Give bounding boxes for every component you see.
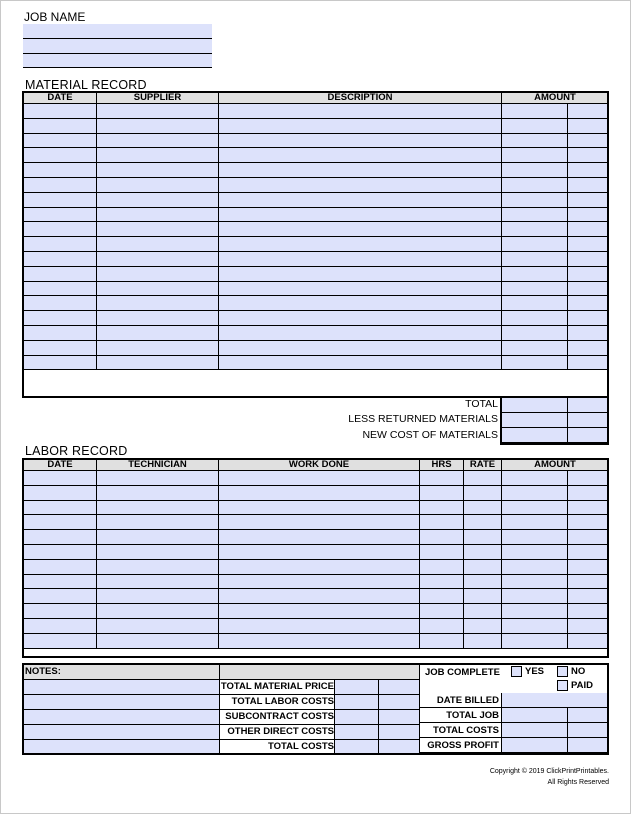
table-cell[interactable] [24, 177, 97, 192]
table-cell[interactable] [219, 237, 502, 252]
table-row [24, 296, 609, 311]
cost-cell[interactable] [335, 724, 379, 739]
table-cell[interactable] [464, 574, 502, 589]
table-cell[interactable] [420, 618, 464, 633]
cost-cents[interactable] [379, 694, 420, 709]
table-cell[interactable] [97, 311, 219, 326]
table-cell[interactable] [568, 355, 609, 370]
checkbox-icon [557, 680, 568, 691]
table-row [24, 559, 609, 574]
table-cell[interactable] [97, 574, 219, 589]
table-cell[interactable] [97, 133, 219, 148]
table-cell[interactable] [568, 325, 609, 340]
table-cell[interactable] [464, 559, 502, 574]
new-cost-cell[interactable] [502, 428, 568, 443]
table-cell[interactable] [464, 618, 502, 633]
table-cell[interactable] [219, 618, 420, 633]
table-row [24, 604, 609, 619]
table-cell[interactable] [219, 222, 502, 237]
table-cell[interactable] [97, 559, 219, 574]
table-cell[interactable] [502, 633, 568, 648]
column-header: SUPPLIER [97, 92, 219, 104]
table-cell[interactable] [568, 515, 609, 530]
table-cell[interactable] [464, 471, 502, 486]
checkbox-icon [511, 666, 522, 677]
cost-cell[interactable] [335, 694, 379, 709]
table-cell[interactable] [568, 311, 609, 326]
table-cell[interactable] [24, 633, 97, 648]
table-cell[interactable] [97, 296, 219, 311]
cost-cents[interactable] [379, 724, 420, 739]
table-row [24, 355, 609, 370]
table-cell[interactable] [24, 251, 97, 266]
table-cell[interactable] [97, 485, 219, 500]
table-cell[interactable] [24, 222, 97, 237]
table-cell[interactable] [568, 633, 609, 648]
new-cost-cents[interactable] [568, 428, 609, 443]
table-cell[interactable] [24, 311, 97, 326]
table-cell[interactable] [502, 589, 568, 604]
table-cell[interactable] [24, 192, 97, 207]
table-row [24, 589, 609, 604]
table-row [24, 500, 609, 515]
table-cell[interactable] [502, 118, 568, 133]
table-cell[interactable] [219, 589, 420, 604]
table-cell[interactable] [420, 530, 464, 545]
column-header: DATE [24, 92, 97, 104]
cost-cents[interactable] [379, 679, 420, 694]
table-cell[interactable] [568, 589, 609, 604]
table-row [24, 207, 609, 222]
table-cell[interactable] [24, 296, 97, 311]
material-total-label: TOTAL [465, 398, 498, 410]
table-cell[interactable] [502, 325, 568, 340]
table-cell[interactable] [464, 633, 502, 648]
column-header: WORK DONE [219, 459, 420, 471]
table-row [24, 266, 609, 281]
table-cell[interactable] [502, 515, 568, 530]
table-cell[interactable] [502, 604, 568, 619]
table-cell[interactable] [420, 485, 464, 500]
table-cell[interactable] [502, 296, 568, 311]
notes-line[interactable] [24, 709, 220, 724]
no-label: NO [571, 666, 586, 678]
no-checkbox[interactable] [557, 666, 585, 677]
table-row [24, 251, 609, 266]
table-cell[interactable] [568, 296, 609, 311]
table-cell[interactable] [219, 133, 502, 148]
table-row [24, 192, 609, 207]
table-cell[interactable] [502, 207, 568, 222]
table-row [24, 104, 609, 119]
table-cell[interactable] [420, 471, 464, 486]
date-billed-cell[interactable] [502, 693, 609, 708]
table-cell[interactable] [568, 237, 609, 252]
table-cell[interactable] [568, 544, 609, 559]
cost-label: SUBCONTRACT COSTS [220, 709, 335, 724]
table-cell[interactable] [97, 500, 219, 515]
table-cell[interactable] [24, 325, 97, 340]
table-cell[interactable] [219, 281, 502, 296]
cost-cents[interactable] [379, 739, 420, 754]
table-cell[interactable] [568, 266, 609, 281]
table-cell[interactable] [502, 133, 568, 148]
table-cell[interactable] [97, 192, 219, 207]
table-cell[interactable] [219, 471, 420, 486]
column-header: HRS [420, 459, 464, 471]
table-row [24, 633, 609, 648]
table-cell[interactable] [24, 530, 97, 545]
gross-profit-label: GROSS PROFIT [420, 738, 502, 753]
table-cell[interactable] [568, 340, 609, 355]
cost-label: TOTAL MATERIAL PRICE [220, 681, 334, 693]
table-cell[interactable] [219, 544, 420, 559]
table-cell[interactable] [502, 618, 568, 633]
total-costs-cents[interactable] [568, 723, 609, 738]
table-cell[interactable] [568, 177, 609, 192]
table-cell[interactable] [219, 163, 502, 178]
table-cell[interactable] [97, 325, 219, 340]
table-cell[interactable] [97, 251, 219, 266]
table-cell[interactable] [502, 163, 568, 178]
material-summary-cells [501, 397, 609, 443]
table-cell[interactable] [568, 148, 609, 163]
yes-checkbox[interactable] [511, 666, 544, 677]
table-cell[interactable] [568, 574, 609, 589]
table-cell[interactable] [24, 485, 97, 500]
header-blank [220, 665, 420, 680]
notes-line[interactable] [24, 694, 220, 709]
total-job-cents[interactable] [568, 708, 609, 723]
table-cell[interactable] [502, 177, 568, 192]
table-cell[interactable] [97, 118, 219, 133]
date-billed-label: DATE BILLED [420, 693, 502, 708]
table-cell[interactable] [219, 104, 502, 119]
cost-cell[interactable] [335, 709, 379, 724]
table-cell[interactable] [568, 281, 609, 296]
cost-cell[interactable] [335, 679, 379, 694]
table-cell[interactable] [24, 355, 97, 370]
table-cell[interactable] [464, 485, 502, 500]
table-cell[interactable] [97, 148, 219, 163]
table-cell[interactable] [420, 559, 464, 574]
job-complete-cell [420, 665, 609, 694]
table-cell[interactable] [502, 251, 568, 266]
table-cell[interactable] [568, 104, 609, 119]
gross-profit-cents[interactable] [568, 738, 609, 753]
table-cell[interactable] [219, 325, 502, 340]
table-cell[interactable] [219, 485, 420, 500]
table-cell[interactable] [97, 207, 219, 222]
table-cell[interactable] [568, 222, 609, 237]
table-cell[interactable] [568, 500, 609, 515]
table-cell[interactable] [24, 574, 97, 589]
table-cell[interactable] [502, 281, 568, 296]
job-name-field[interactable] [23, 24, 212, 68]
table-cell[interactable] [420, 604, 464, 619]
table-cell[interactable] [502, 559, 568, 574]
column-header: AMOUNT [502, 92, 609, 104]
table-cell[interactable] [502, 148, 568, 163]
table-cell[interactable] [97, 355, 219, 370]
cost-cell[interactable] [335, 739, 379, 754]
table-row [24, 485, 609, 500]
table-cell[interactable] [97, 340, 219, 355]
table-cell[interactable] [219, 266, 502, 281]
table-row [24, 222, 609, 237]
table-cell[interactable] [97, 237, 219, 252]
table-row [24, 515, 609, 530]
cost-cents[interactable] [379, 709, 420, 724]
table-cell[interactable] [219, 604, 420, 619]
table-cell[interactable] [502, 485, 568, 500]
table-cell[interactable] [568, 471, 609, 486]
table-row [24, 618, 609, 633]
total-job-cell[interactable] [502, 708, 568, 723]
material-record-title: MATERIAL RECORD [25, 78, 147, 92]
table-cell[interactable] [97, 177, 219, 192]
table-cell[interactable] [502, 471, 568, 486]
material-total-cell[interactable] [502, 398, 568, 413]
table-cell[interactable] [568, 485, 609, 500]
table-cell[interactable] [97, 604, 219, 619]
table-cell[interactable] [24, 237, 97, 252]
table-cell[interactable] [219, 207, 502, 222]
table-cell[interactable] [568, 251, 609, 266]
table-cell[interactable] [24, 604, 97, 619]
table-cell[interactable] [97, 530, 219, 545]
table-cell[interactable] [219, 148, 502, 163]
table-cell[interactable] [24, 133, 97, 148]
less-returned-cents[interactable] [568, 413, 609, 428]
table-cell[interactable] [502, 192, 568, 207]
table-cell[interactable] [420, 589, 464, 604]
table-cell[interactable] [420, 574, 464, 589]
table-cell[interactable] [219, 296, 502, 311]
yes-label: YES [525, 666, 545, 678]
material-total-cents[interactable] [568, 398, 609, 413]
column-header: TECHNICIAN [97, 459, 219, 471]
table-cell[interactable] [502, 340, 568, 355]
table-row [24, 340, 609, 355]
table-cell[interactable] [97, 515, 219, 530]
table-cell[interactable] [568, 604, 609, 619]
table-cell[interactable] [464, 604, 502, 619]
table-cell[interactable] [97, 222, 219, 237]
checkbox-icon [557, 666, 568, 677]
paid-label: PAID [571, 680, 593, 692]
table-cell[interactable] [502, 266, 568, 281]
column-header: AMOUNT [502, 459, 609, 471]
table-cell[interactable] [219, 118, 502, 133]
total-job-label: TOTAL JOB [420, 708, 502, 723]
job-name-label: JOB NAME [24, 10, 86, 24]
table-row [24, 311, 609, 326]
gross-profit-cell[interactable] [502, 738, 568, 753]
table-cell[interactable] [568, 207, 609, 222]
table-cell[interactable] [97, 633, 219, 648]
table-cell[interactable] [219, 311, 502, 326]
table-cell[interactable] [502, 544, 568, 559]
table-cell[interactable] [219, 177, 502, 192]
table-cell[interactable] [219, 500, 420, 515]
table-cell[interactable] [464, 515, 502, 530]
table-cell[interactable] [24, 500, 97, 515]
table-cell[interactable] [464, 544, 502, 559]
table-cell[interactable] [97, 544, 219, 559]
table-cell[interactable] [464, 589, 502, 604]
table-row [24, 163, 609, 178]
table-cell[interactable] [24, 104, 97, 119]
table-cell[interactable] [24, 266, 97, 281]
table-cell[interactable] [24, 471, 97, 486]
notes-line[interactable] [24, 739, 220, 754]
new-cost-label: NEW COST OF MATERIALS [362, 429, 498, 441]
labor-record-title: LABOR RECORD [25, 444, 128, 458]
table-row [24, 133, 609, 148]
table-cell[interactable] [502, 222, 568, 237]
table-cell[interactable] [420, 515, 464, 530]
table-cell[interactable] [464, 500, 502, 515]
table-cell[interactable] [24, 118, 97, 133]
table-cell[interactable] [568, 559, 609, 574]
table-row [24, 281, 609, 296]
notes-line[interactable] [24, 679, 220, 694]
notes-label: NOTES: [24, 665, 220, 680]
table-cell[interactable] [24, 589, 97, 604]
table-cell[interactable] [24, 544, 97, 559]
table-cell[interactable] [97, 281, 219, 296]
table-cell[interactable] [24, 163, 97, 178]
job-status-table [419, 664, 609, 753]
table-cell[interactable] [420, 633, 464, 648]
notes-costs-table [23, 664, 420, 755]
table-cell[interactable] [97, 589, 219, 604]
table-cell[interactable] [97, 471, 219, 486]
table-cell[interactable] [219, 340, 502, 355]
table-cell[interactable] [219, 192, 502, 207]
cost-label: TOTAL LABOR COSTS [220, 694, 335, 709]
labor-record-table [23, 458, 609, 649]
table-cell[interactable] [502, 237, 568, 252]
table-row [24, 118, 609, 133]
table-cell[interactable] [420, 544, 464, 559]
cost-label: OTHER DIRECT COSTS [220, 724, 335, 739]
total-costs-label: TOTAL COSTS [420, 723, 502, 738]
table-cell[interactable] [502, 500, 568, 515]
table-row [24, 237, 609, 252]
table-cell[interactable] [97, 104, 219, 119]
table-cell[interactable] [24, 148, 97, 163]
table-cell[interactable] [219, 530, 420, 545]
table-cell[interactable] [219, 574, 420, 589]
table-cell[interactable] [97, 618, 219, 633]
total-costs-cell[interactable] [502, 723, 568, 738]
job-complete-label: JOB COMPLETE [425, 667, 500, 678]
table-row [24, 471, 609, 486]
table-row [24, 325, 609, 340]
table-cell[interactable] [568, 530, 609, 545]
table-cell[interactable] [24, 281, 97, 296]
table-cell[interactable] [502, 574, 568, 589]
table-cell[interactable] [464, 530, 502, 545]
table-row [24, 574, 609, 589]
table-cell[interactable] [568, 618, 609, 633]
table-cell[interactable] [568, 133, 609, 148]
less-returned-label: LESS RETURNED MATERIALS [348, 413, 498, 425]
cost-label: TOTAL COSTS [220, 739, 335, 754]
column-header: RATE [464, 459, 502, 471]
table-row [24, 177, 609, 192]
copyright-line: Copyright © 2019 ClickPrintPrintables. [489, 768, 609, 775]
table-cell[interactable] [568, 192, 609, 207]
table-cell[interactable] [502, 530, 568, 545]
notes-line[interactable] [24, 724, 220, 739]
table-row [24, 148, 609, 163]
table-cell[interactable] [97, 266, 219, 281]
table-cell[interactable] [219, 515, 420, 530]
table-row [24, 544, 609, 559]
table-row [24, 530, 609, 545]
material-record-table [23, 91, 609, 370]
paid-checkbox[interactable] [557, 680, 593, 691]
table-cell[interactable] [502, 311, 568, 326]
table-cell[interactable] [219, 559, 420, 574]
copyright [490, 766, 609, 788]
column-header: DATE [24, 459, 97, 471]
table-cell[interactable] [24, 515, 97, 530]
table-cell[interactable] [24, 207, 97, 222]
table-cell[interactable] [568, 163, 609, 178]
table-cell[interactable] [219, 355, 502, 370]
table-cell[interactable] [24, 559, 97, 574]
table-cell[interactable] [219, 251, 502, 266]
table-cell[interactable] [420, 500, 464, 515]
table-cell[interactable] [219, 633, 420, 648]
table-cell[interactable] [502, 104, 568, 119]
copyright-line: All Rights Reserved [547, 779, 609, 786]
table-cell[interactable] [97, 163, 219, 178]
table-cell[interactable] [24, 340, 97, 355]
table-cell[interactable] [568, 118, 609, 133]
column-header: DESCRIPTION [219, 92, 502, 104]
table-cell[interactable] [502, 355, 568, 370]
table-cell[interactable] [24, 618, 97, 633]
less-returned-cell[interactable] [502, 413, 568, 428]
